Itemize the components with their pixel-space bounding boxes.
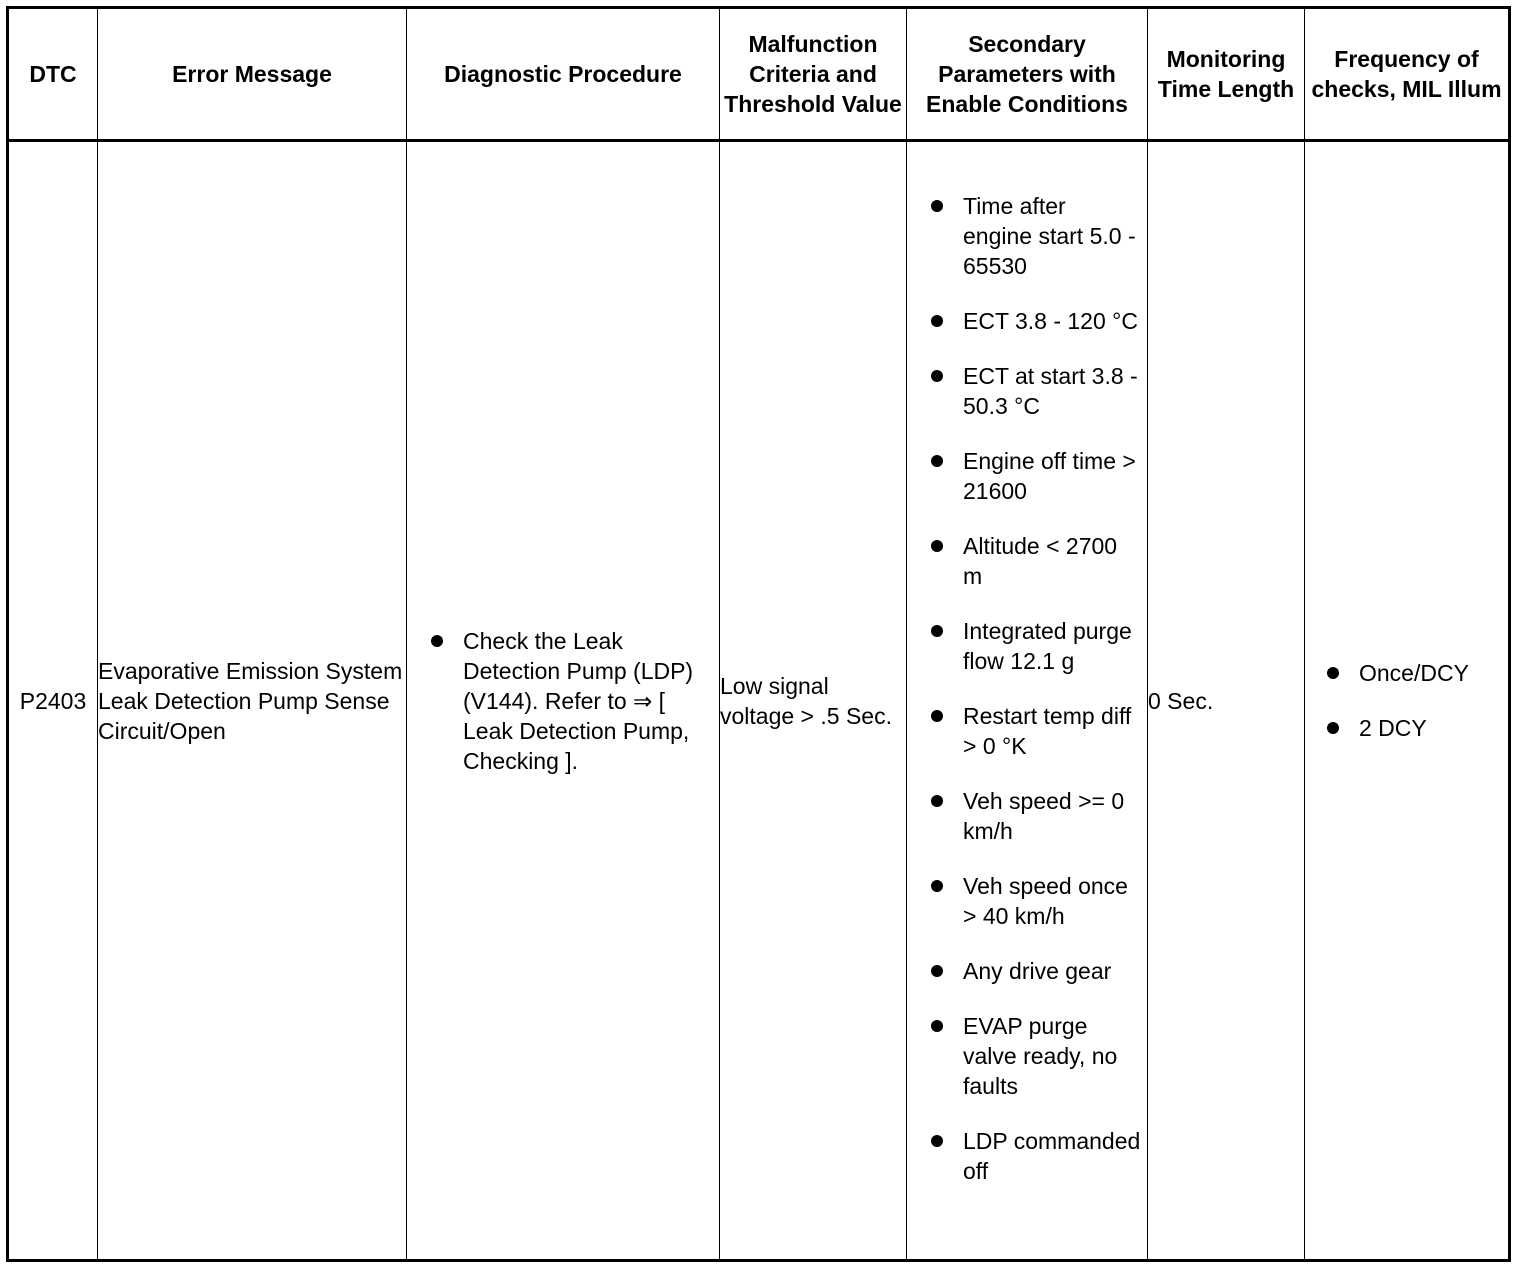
header-diagnostic-procedure: Diagnostic Procedure: [407, 8, 720, 141]
header-dtc: DTC: [8, 8, 98, 141]
diagnostic-procedure-list: [407, 626, 719, 776]
bullet-icon: [931, 1020, 943, 1032]
bullet-icon: [1327, 722, 1339, 734]
bullet-icon: [931, 200, 943, 212]
table-row: [8, 141, 1510, 1261]
parameter-text: Time after engine start 5.0 - 65530: [963, 192, 1136, 279]
parameter-text: LDP commanded off: [963, 1127, 1141, 1184]
frequency: [1305, 141, 1510, 1261]
list-item: [1305, 713, 1508, 743]
secondary-parameters: [907, 141, 1148, 1261]
bullet-icon: [931, 625, 943, 637]
list-item: [907, 701, 1147, 761]
header-frequency: Frequency of checks, MIL Illum: [1305, 8, 1510, 141]
frequency-text: Once/DCY: [1359, 660, 1469, 686]
list-item: [407, 626, 719, 776]
header-row: [8, 8, 1510, 141]
list-item: [907, 361, 1147, 421]
parameter-text: Restart temp diff > 0 °K: [963, 702, 1132, 759]
bullet-icon: [931, 880, 943, 892]
list-item: [907, 1126, 1147, 1186]
list-item: [907, 956, 1147, 986]
list-item: [907, 306, 1147, 336]
monitoring-time: 0 Sec.: [1148, 141, 1305, 1261]
parameter-text: Integrated purge flow 12.1 g: [963, 617, 1132, 674]
secondary-parameters-list: [907, 191, 1147, 1186]
parameter-text: Altitude < 2700 m: [963, 532, 1118, 589]
parameter-text: Any drive gear: [963, 957, 1112, 984]
parameter-text: ECT 3.8 - 120 °C: [963, 307, 1138, 334]
bullet-icon: [931, 370, 943, 382]
list-item: [907, 531, 1147, 591]
list-item: [907, 446, 1147, 506]
dtc-code: P2403: [8, 141, 98, 1261]
bullet-icon: [931, 710, 943, 722]
bullet-icon: [431, 635, 443, 647]
bullet-icon: [931, 795, 943, 807]
parameter-text: Engine off time > 21600: [963, 447, 1136, 504]
diagnostic-procedure-text: Check the Leak Detection Pump (LDP) (V144). Refer to ⇒ [ Leak Detection Pump, Checking ].: [463, 627, 694, 774]
header-malfunction-criteria: Malfunction Criteria and Threshold Value: [720, 8, 907, 141]
bullet-icon: [931, 1135, 943, 1147]
header-secondary-parameters: Secondary Parameters with Enable Conditions: [907, 8, 1148, 141]
diagnostic-procedure: [407, 141, 720, 1261]
header-error-message: Error Message: [98, 8, 407, 141]
list-item: [907, 871, 1147, 931]
bullet-icon: [931, 315, 943, 327]
bullet-icon: [1327, 667, 1339, 679]
parameter-text: Veh speed >= 0 km/h: [963, 787, 1125, 844]
frequency-list: [1305, 658, 1508, 743]
parameter-text: EVAP purge valve ready, no faults: [963, 1012, 1118, 1099]
parameter-text: Veh speed once > 40 km/h: [963, 872, 1128, 929]
frequency-text: 2 DCY: [1359, 715, 1427, 741]
list-item: [907, 1011, 1147, 1101]
header-monitoring-time: Monitoring Time Length: [1148, 8, 1305, 141]
list-item: [907, 191, 1147, 281]
list-item: [907, 786, 1147, 846]
error-message: Evaporative Emission System Leak Detection Pump Sense Circuit/Open: [98, 141, 407, 1261]
malfunction-criteria: Low signal voltage > .5 Sec.: [720, 141, 907, 1261]
bullet-icon: [931, 965, 943, 977]
list-item: [1305, 658, 1508, 688]
dtc-table: [6, 6, 1511, 1262]
bullet-icon: [931, 455, 943, 467]
list-item: [907, 616, 1147, 676]
parameter-text: ECT at start 3.8 - 50.3 °C: [963, 362, 1138, 419]
bullet-icon: [931, 540, 943, 552]
